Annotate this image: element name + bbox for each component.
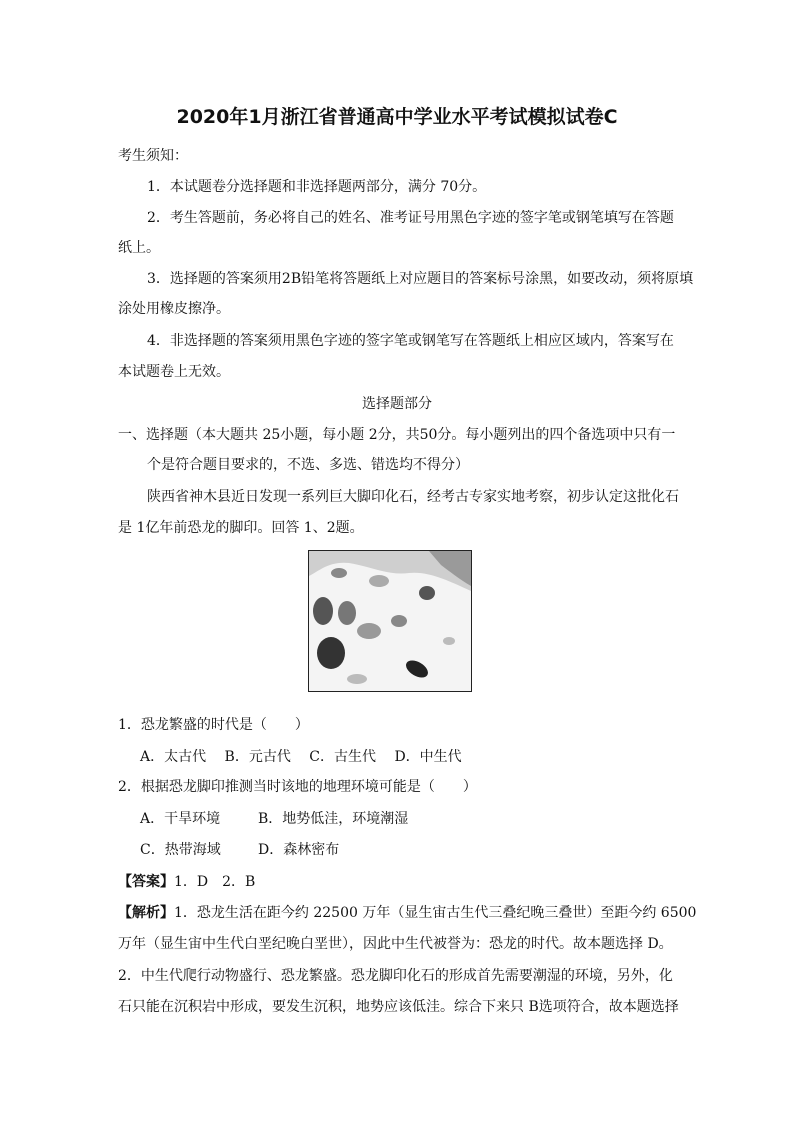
dinosaur-footprint-photo bbox=[308, 550, 472, 692]
analysis-text-1: 1．恐龙生活在距今约 22500 万年（显生宙古生代三叠纪晚三叠世）至距今约 6500 bbox=[174, 905, 697, 921]
analysis-line-2: 万年（显生宙中生代白垩纪晚白垩世），因此中生代被誉为：恐龙的时代。故本题选择 D。 bbox=[118, 936, 673, 952]
notice-item-2-line-1: 2．考生答题前，务必将自己的姓名、准考证号用黑色字迹的签字笔或钢笔填写在答题 bbox=[147, 210, 674, 226]
notice-item-1: 1．本试题卷分选择题和非选择题两部分，满分 70分。 bbox=[147, 179, 487, 195]
notice-item-4-line-2: 本试题卷上无效。 bbox=[118, 364, 230, 380]
analysis-line-3: 2．中生代爬行动物盛行、恐龙繁盛。恐龙脚印化石的形成首先需要潮湿的环境，另外，化 bbox=[118, 968, 673, 984]
passage-line-2: 是 1亿年前恐龙的脚印。回答 1、2题。 bbox=[118, 520, 364, 536]
passage-line-1: 陕西省神木县近日发现一系列巨大脚印化石，经考古专家实地考察，初步认定这批化石 bbox=[147, 489, 679, 505]
question-1-stem: 1．恐龙繁盛的时代是（ ） bbox=[118, 717, 309, 733]
part1-instructions-line-2: 个是符合题目要求的，不选、多选、错选均不得分） bbox=[147, 457, 469, 473]
question-2-option-c: C．热带海域 bbox=[140, 842, 221, 858]
analysis-label: 【解析】 bbox=[118, 905, 174, 921]
notice-item-2-line-2: 纸上。 bbox=[118, 240, 160, 256]
section-title: 选择题部分 bbox=[362, 396, 432, 412]
question-2-option-b: B．地势低洼，环境潮湿 bbox=[258, 811, 409, 827]
analysis-line-1 bbox=[118, 903, 696, 923]
part1-instructions-line-1: 一、选择题（本大题共 25小题，每小题 2分，共50分。每小题列出的四个备选项中只有一 bbox=[118, 427, 676, 443]
answer-label: 【答案】 bbox=[118, 874, 174, 890]
notice-item-4-line-1: 4．非选择题的答案须用黑色字迹的签字笔或钢笔写在答题纸上相应区域内，答案写在 bbox=[147, 333, 674, 349]
question-2-stem: 2．根据恐龙脚印推测当时该地的地理环境可能是（ ） bbox=[118, 779, 477, 795]
answer-line bbox=[118, 872, 255, 892]
notice-item-3-line-1: 3．选择题的答案须用2B铅笔将答题纸上对应题目的答案标号涂黑，如要改动，须将原填 bbox=[147, 271, 694, 287]
exam-title: 2020年1月浙江省普通高中学业水平考试模拟试卷C bbox=[176, 106, 618, 128]
question-1-options: A．太古代 B．元古代 C．古生代 D．中生代 bbox=[140, 749, 462, 765]
notice-heading: 考生须知： bbox=[118, 148, 188, 164]
answer-text: 1．D 2．B bbox=[174, 874, 256, 890]
notice-item-3-line-2: 涂处用橡皮擦净。 bbox=[118, 301, 230, 317]
question-2-option-d: D．森林密布 bbox=[258, 842, 340, 858]
analysis-line-4: 石只能在沉积岩中形成，要发生沉积，地势应该低洼。综合下来只 B选项符合，故本题选择 bbox=[118, 999, 679, 1015]
question-2-option-a: A．干旱环境 bbox=[140, 811, 221, 827]
